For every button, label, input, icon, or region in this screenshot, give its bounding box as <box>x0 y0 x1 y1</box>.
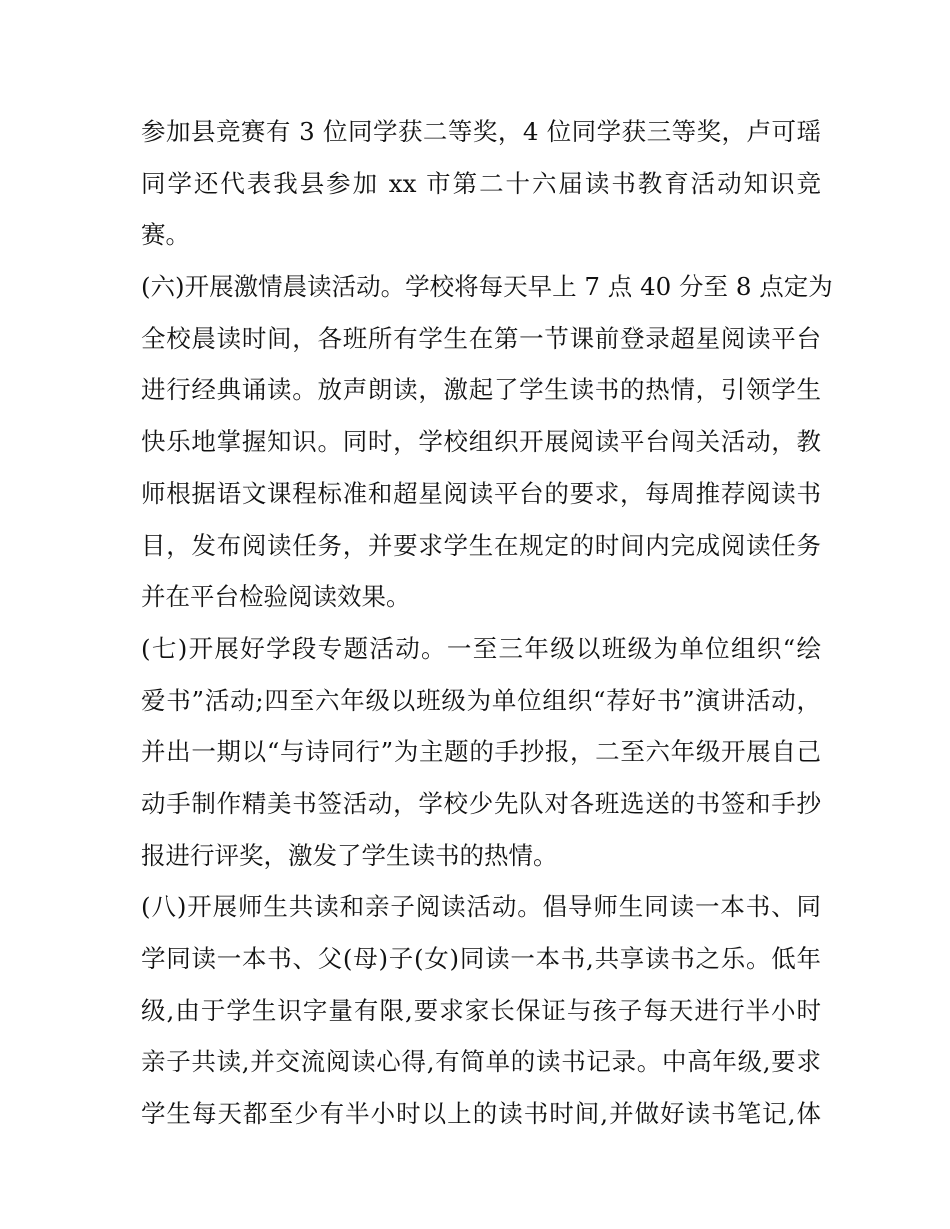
text-line: 快乐地掌握知识。同时，学校组织开展阅读平台闯关活动，教 <box>141 427 821 457</box>
text-line: 级,由于学生识字量有限,要求家长保证与孩子每天进行半小时 <box>141 995 821 1025</box>
body-text <box>141 106 833 1140</box>
text-line: (七)开展好学段专题活动。一至三年级以班级为单位组织“绘 <box>141 633 821 663</box>
text-line: 目，发布阅读任务，并要求学生在规定的时间内完成阅读任务 <box>141 530 821 560</box>
text-line: 报进行评奖，激发了学生读书的热情。 <box>141 840 558 870</box>
text-line: 参加县竞赛有 3 位同学获二等奖，4 位同学获三等奖，卢可瑶 <box>141 117 821 146</box>
text-line: 赛。 <box>141 220 190 250</box>
text-line: 学生每天都至少有半小时以上的读书时间,并做好读书笔记,体 <box>141 1099 821 1129</box>
text-line: 全校晨读时间，各班所有学生在第一节课前登录超星阅读平台 <box>141 323 821 353</box>
text-line: 学同读一本书、父(母)子(女)同读一本书,共享读书之乐。低年 <box>141 944 821 973</box>
text-line: 同学还代表我县参加 xx 市第二十六届读书教育活动知识竞 <box>141 168 821 198</box>
text-line: 并在平台检验阅读效果。 <box>141 582 411 612</box>
text-line: 进行经典诵读。放声朗读，激起了学生读书的热情，引领学生 <box>141 375 821 405</box>
text-line: 师根据语文课程标准和超星阅读平台的要求，每周推荐阅读书 <box>141 478 821 508</box>
text-line: (六)开展激情晨读活动。学校将每天早上 7 点 40 分至 8 点定为 <box>141 272 833 302</box>
text-line: 亲子共读,并交流阅读心得,有简单的读书记录。中高年级,要求 <box>141 1047 821 1077</box>
text-line: 爱书”活动;四至六年级以班级为单位组织“荐好书”演讲活动， <box>141 685 821 715</box>
text-line: 并出一期以“与诗同行”为主题的手抄报，二至六年级开展自己 <box>141 737 821 767</box>
text-line: (八)开展师生共读和亲子阅读活动。倡导师生同读一本书、同 <box>141 892 821 922</box>
text-line: 动手制作精美书签活动，学校少先队对各班选送的书签和手抄 <box>141 788 821 818</box>
